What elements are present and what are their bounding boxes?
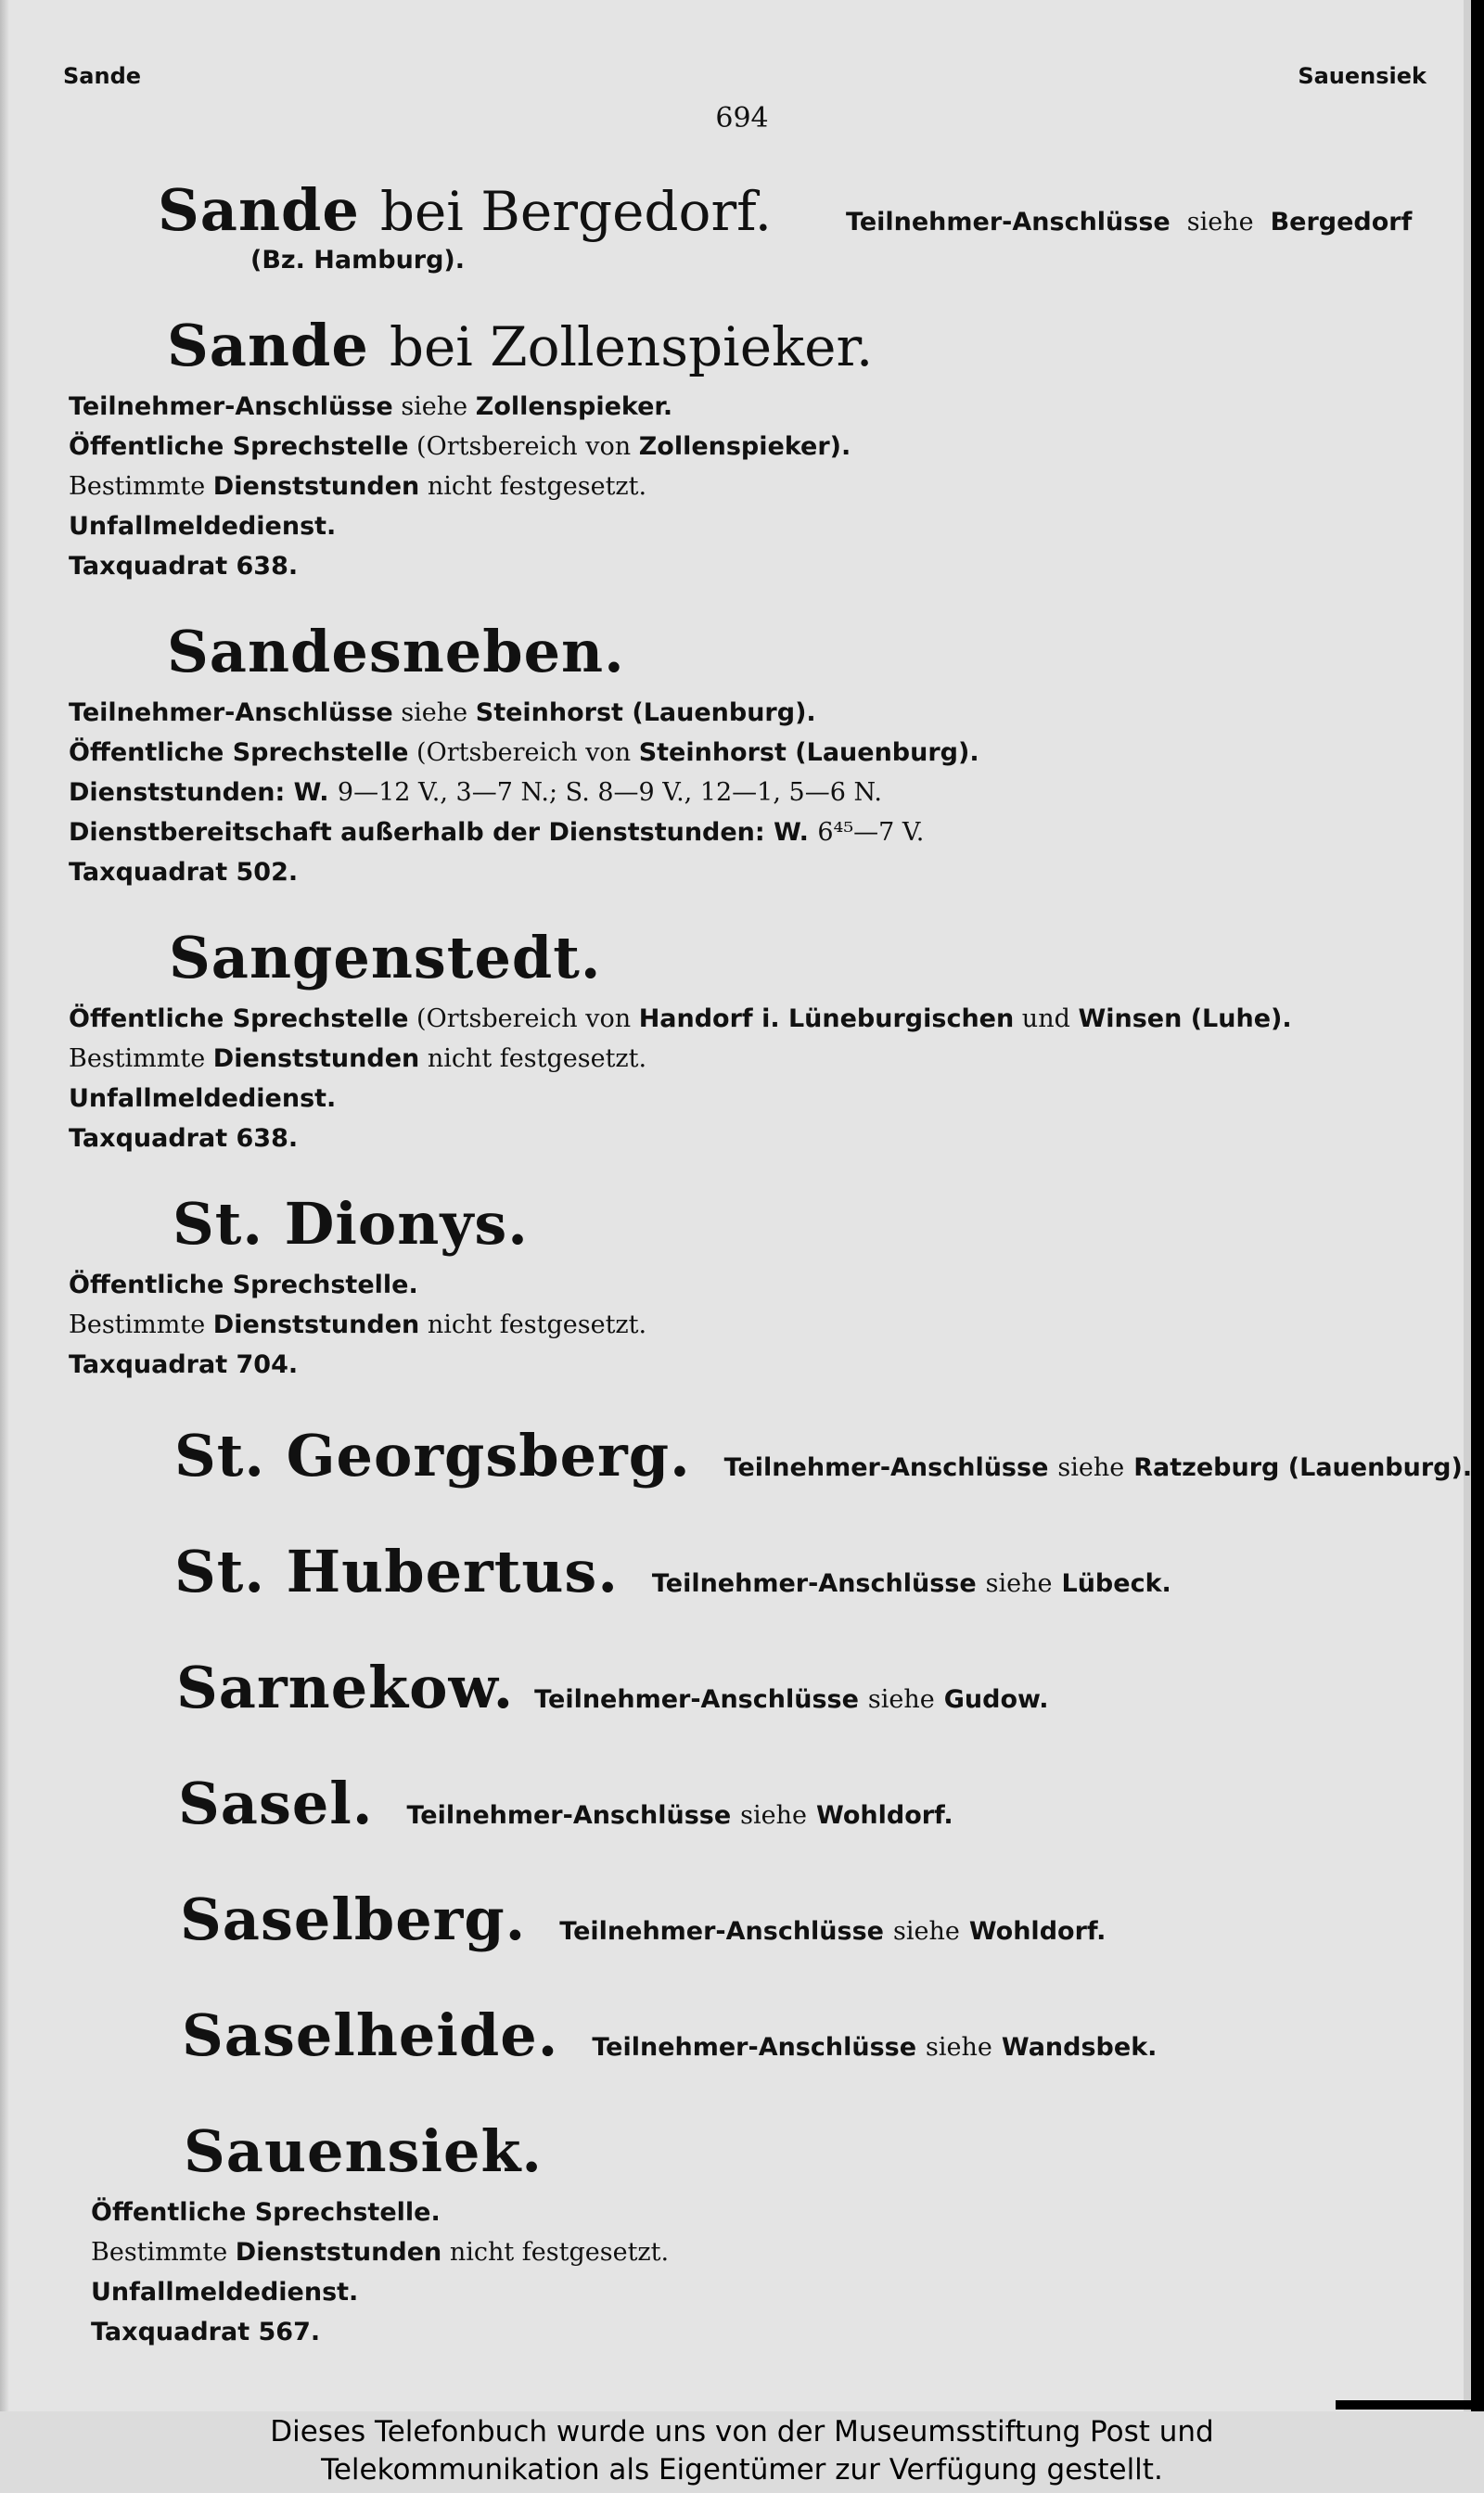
detail-line: Teilnehmer-Anschlüsse siehe Steinhorst (Lauenburg).: [69, 698, 816, 727]
subscriber-reference: [846, 208, 1412, 237]
entry-details: [69, 387, 1456, 586]
place-name: Sande: [167, 312, 369, 379]
reference-target: Bergedorf: [1270, 208, 1413, 237]
detail-line: Taxquadrat 704.: [69, 1350, 299, 1379]
entry-sauensiek: [65, 2117, 1456, 2352]
detail-line: Teilnehmer-Anschlüsse siehe Zollenspieker.: [69, 392, 673, 421]
reference-siehe: siehe: [1186, 208, 1254, 237]
place-name: Sangenstedt.: [169, 924, 602, 991]
entry-sasel: [65, 1770, 1456, 1837]
place-name: Sarnekow.: [176, 1654, 515, 1721]
entry-sarnekow: [65, 1654, 1456, 1721]
place-name: Saselheide.: [182, 2001, 559, 2069]
entry-st-hubertus: [65, 1538, 1456, 1605]
page-left-edge: [0, 0, 9, 2411]
place-name: St. Hubertus.: [174, 1538, 619, 1605]
place-name: St. Dionys.: [173, 1190, 529, 1258]
entry-sangenstedt: [65, 924, 1456, 1158]
detail-line: Unfallmeldedienst.: [91, 2278, 359, 2307]
entry-title-line: [184, 2117, 1456, 2185]
detail-line: Bestimmte Dienststunden nicht festgesetzt.: [91, 2238, 670, 2267]
entry-title-line: [182, 2001, 1456, 2069]
place-name: Sasel.: [178, 1770, 374, 1837]
detail-line: Bestimmte Dienststunden nicht festgesetzt.: [69, 1310, 647, 1339]
subscriber-reference: Teilnehmer-Anschlüsse siehe Wandsbek.: [592, 2033, 1158, 2062]
place-name: Sauensiek.: [184, 2117, 543, 2185]
detail-line: Unfallmeldedienst.: [69, 1084, 337, 1113]
subscriber-reference: Teilnehmer-Anschlüsse siehe Lübeck.: [651, 1569, 1171, 1598]
entry-title-line: [169, 924, 1456, 991]
page-number: 694: [715, 102, 769, 134]
detail-line: Taxquadrat 502.: [69, 858, 299, 887]
place-qualifier: bei Zollenspieker.: [389, 315, 874, 378]
entry-title-line: [174, 1538, 1456, 1605]
detail-line: Taxquadrat 638.: [69, 1124, 299, 1153]
place-name: St. Georgsberg.: [174, 1422, 691, 1489]
subscriber-reference: Teilnehmer-Anschlüsse siehe Wohldorf.: [559, 1917, 1107, 1946]
place-district: (Bz. Hamburg).: [250, 246, 466, 275]
entry-title-line: [176, 1654, 1456, 1721]
entry-title-line: [167, 312, 1456, 379]
page-binding-shadow-bottom: [1336, 2400, 1484, 2410]
subscriber-reference: Teilnehmer-Anschlüsse siehe Wohldorf.: [406, 1801, 953, 1830]
detail-line: Öffentliche Sprechstelle.: [69, 1271, 418, 1299]
entry-sande-bergedorf: [65, 176, 1456, 275]
entry-details: [69, 999, 1456, 1158]
reference-label: Teilnehmer-Anschlüsse: [846, 208, 1171, 237]
entry-title-line: [167, 618, 1456, 685]
place-name: Saselberg.: [180, 1886, 527, 1953]
detail-line: Öffentliche Sprechstelle (Ortsbereich von Handorf i. Lüneburgischen und Winsen (Luhe).: [69, 1004, 1292, 1033]
detail-line: Bestimmte Dienststunden nicht festgesetzt.: [69, 472, 647, 501]
entry-details: [69, 693, 1456, 892]
footer-line-2: Telekommunikation als Eigentümer zur Verfügung gestellt.: [321, 2453, 1163, 2487]
entry-title-line: [178, 1770, 1456, 1837]
entry-title-line: [180, 1886, 1456, 1953]
detail-line: Bestimmte Dienststunden nicht festgesetzt.: [69, 1044, 647, 1073]
place-qualifier: bei Bergedorf.: [379, 180, 772, 243]
detail-line: Öffentliche Sprechstelle (Ortsbereich von Steinhorst (Lauenburg).: [69, 738, 979, 767]
entry-title-line: [174, 1422, 1473, 1489]
directory-entries: [65, 176, 1473, 2384]
detail-line: Dienstbereitschaft außerhalb der Dienststunden: W. 6⁴⁵—7 V.: [69, 818, 925, 847]
entry-details: [69, 1265, 1456, 1385]
subscriber-reference: Teilnehmer-Anschlüsse siehe Ratzeburg (Lauenburg).: [723, 1453, 1473, 1482]
subscriber-reference: Teilnehmer-Anschlüsse siehe Gudow.: [534, 1685, 1049, 1714]
entry-sande-zollenspieker: [65, 312, 1456, 586]
provenance-footer: [0, 2411, 1484, 2493]
entry-saselberg: [65, 1886, 1456, 1953]
page-binding-shadow: [1464, 0, 1484, 2411]
running-head-right: Sauensiek: [1298, 63, 1426, 89]
entry-title-line: [158, 176, 1456, 244]
entry-saselheide: [65, 2001, 1456, 2069]
entry-title-line: [173, 1190, 1456, 1258]
place-name: Sande: [158, 176, 360, 244]
entry-details: [91, 2193, 1456, 2352]
detail-line: Taxquadrat 638.: [69, 552, 299, 581]
detail-line: Unfallmeldedienst.: [69, 512, 337, 541]
detail-line: Dienststunden: W. 9—12 V., 3—7 N.; S. 8—9 V., 12—1, 5—6 N.: [69, 778, 882, 807]
entry-st-dionys: [65, 1190, 1456, 1385]
entry-st-georgsberg: [65, 1422, 1473, 1489]
footer-line-1: Dieses Telefonbuch wurde uns von der Museumsstiftung Post und: [270, 2415, 1214, 2448]
entry-sandesneben: [65, 618, 1456, 892]
detail-line: Taxquadrat 567.: [91, 2318, 321, 2346]
detail-line: Öffentliche Sprechstelle (Ortsbereich von Zollenspieker).: [69, 432, 851, 461]
detail-line: Öffentliche Sprechstelle.: [91, 2198, 441, 2227]
running-head-left: Sande: [63, 63, 142, 89]
place-name: Sandesneben.: [167, 618, 625, 685]
